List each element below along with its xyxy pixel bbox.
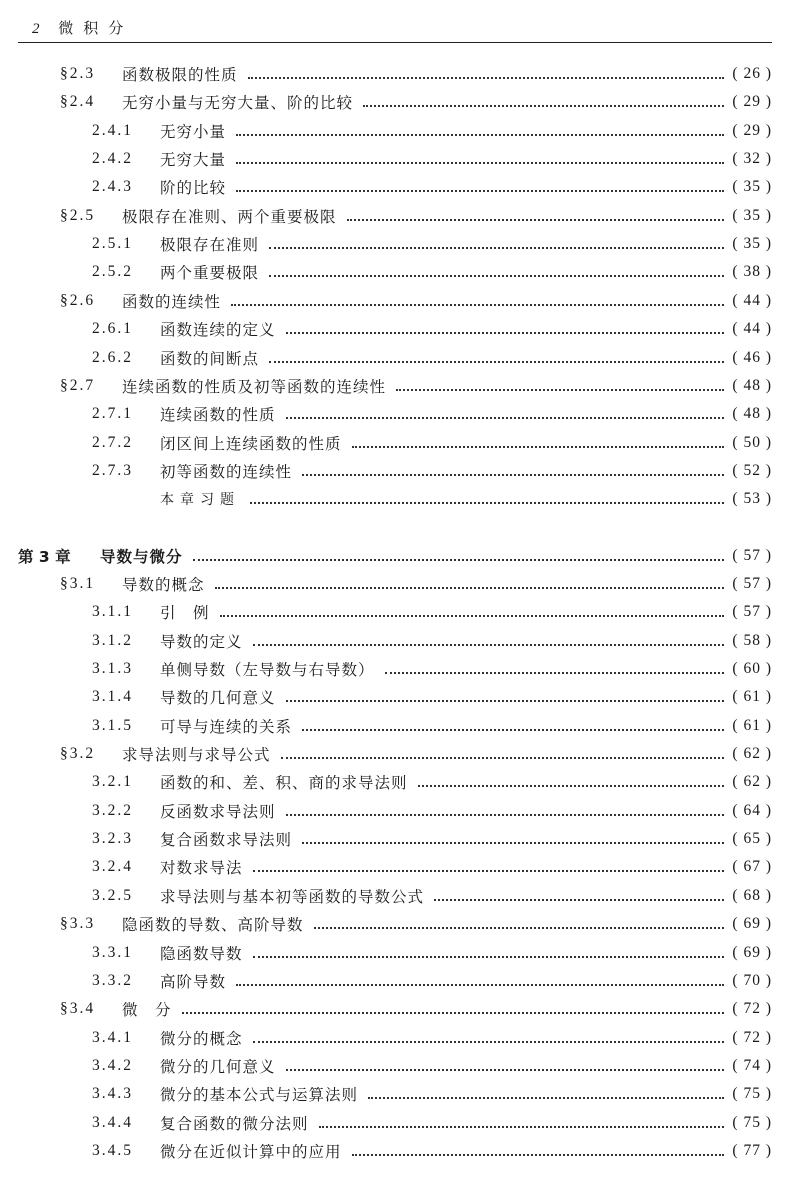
toc-entry — [92, 315, 772, 343]
toc-entry-page: ( 53 ) — [732, 490, 772, 508]
toc-entry-title: 两个重要极限 — [160, 264, 260, 283]
toc-entry-page: ( 75 ) — [732, 1085, 772, 1103]
toc-entry-title: 微分在近似计算中的应用 — [160, 1142, 342, 1161]
toc-entry — [92, 797, 772, 825]
toc-entry-number: 3.4.2 — [92, 1056, 133, 1074]
toc-entry-page: ( 65 ) — [732, 830, 772, 848]
toc-entry-number: 3.1.3 — [92, 660, 133, 677]
dot-leader — [418, 783, 725, 787]
toc-entry — [92, 712, 772, 740]
toc-entry-number: §2.5 — [60, 206, 96, 224]
toc-entry — [92, 882, 772, 910]
toc-entry-number: 3.2.1 — [92, 773, 133, 791]
dot-leader — [281, 755, 725, 759]
toc-entry-title: 函数的间断点 — [160, 349, 260, 368]
toc-entry-title: 复合函数求导法则 — [160, 831, 293, 850]
toc-entry-number: §3.3 — [60, 915, 96, 933]
dot-leader — [250, 500, 724, 504]
toc-entry-page: ( 64 ) — [732, 801, 772, 819]
toc-entry-page: ( 58 ) — [732, 631, 772, 649]
dot-leader — [434, 897, 724, 901]
toc-entry — [92, 457, 772, 485]
toc-entry — [92, 1024, 772, 1052]
toc-entry-title: 连续函数的性质及初等函数的连续性 — [122, 377, 387, 396]
toc-entry-page: ( 48 ) — [732, 405, 772, 423]
toc-entry-number: 3.1.4 — [92, 688, 133, 706]
toc-entry-title: 可导与连续的关系 — [160, 717, 293, 736]
dot-leader — [286, 1067, 725, 1071]
toc-entry-title: 无穷小量 — [160, 122, 227, 141]
toc-entry-number: 3.1.2 — [92, 631, 133, 649]
toc-entry — [60, 202, 772, 230]
toc-entry — [92, 117, 772, 145]
toc-entry — [92, 853, 772, 881]
toc-entry-page: ( 61 ) — [732, 716, 772, 734]
toc-entry-page: ( 57 ) — [732, 603, 772, 621]
dot-leader — [236, 160, 724, 164]
book-title: 微积分 — [58, 19, 134, 37]
toc-entry-title: 微分的几何意义 — [160, 1057, 276, 1076]
toc-entry-number: 2.5.1 — [92, 235, 133, 253]
dot-leader — [253, 1039, 725, 1043]
toc-entry-number: §3.4 — [60, 1000, 96, 1018]
toc-entry-page: ( 69 ) — [732, 915, 772, 933]
toc-entry — [92, 627, 772, 655]
toc-entry-number: 3.4.3 — [92, 1085, 133, 1103]
toc-entry-page: ( 77 ) — [732, 1141, 772, 1159]
toc-entry-page: ( 29 ) — [732, 93, 772, 111]
dot-leader — [352, 1152, 725, 1156]
toc-entry-number: 2.6.1 — [92, 320, 133, 338]
toc-entry-title: 单侧导数（左导数与右导数） — [160, 661, 375, 679]
toc-entry — [92, 173, 772, 201]
toc-entry-title: 导数的概念 — [122, 575, 205, 594]
toc-entry-number: 第 3 章 — [18, 547, 71, 566]
toc-entry — [92, 1109, 772, 1137]
toc-entry — [18, 542, 772, 570]
toc-entry-page: ( 72 ) — [732, 1000, 772, 1018]
toc-entry-title: 极限存在准则、两个重要极限 — [122, 207, 337, 226]
toc-entry-title: 阶的比较 — [160, 179, 227, 198]
dot-leader — [220, 613, 725, 617]
toc-entry-title: 求导法则与求导公式 — [122, 746, 271, 765]
toc-entry-page: ( 46 ) — [732, 348, 772, 366]
toc-entry-page: ( 70 ) — [732, 971, 772, 989]
toc-entry-page: ( 69 ) — [732, 943, 772, 961]
toc-entry-page: ( 61 ) — [732, 688, 772, 706]
toc-entry-title: 引 例 — [160, 604, 210, 623]
toc-entry — [60, 910, 772, 938]
toc-entry-number: §3.1 — [60, 574, 96, 592]
toc-entry-page: ( 62 ) — [732, 745, 772, 763]
toc-entry-page: ( 29 ) — [732, 121, 772, 139]
toc-entry-page: ( 35 ) — [732, 206, 772, 224]
toc-entry-title: 隐函数的导数、高阶导数 — [122, 916, 304, 935]
toc-entry — [60, 88, 772, 116]
toc-entry — [92, 939, 772, 967]
dot-leader — [182, 1010, 725, 1014]
dot-leader — [286, 415, 725, 419]
toc-entry-number: 2.4.1 — [92, 121, 133, 139]
toc-entry-title: 导数的定义 — [160, 632, 243, 651]
toc-entry — [92, 825, 772, 853]
toc-entry-number: 3.1.1 — [92, 603, 133, 621]
toc-entry — [92, 400, 772, 428]
toc-entry-page: ( 62 ) — [732, 773, 772, 791]
toc-entry-title: 微 分 — [122, 1001, 172, 1020]
dot-leader — [347, 217, 725, 221]
toc-entry-page: ( 60 ) — [732, 660, 772, 677]
toc-entry-number: 3.3.1 — [92, 943, 133, 961]
toc-entry-number: 3.2.3 — [92, 830, 133, 848]
dot-leader — [236, 132, 724, 136]
dot-leader — [302, 472, 724, 476]
dot-leader — [319, 1124, 725, 1128]
toc-entry-number: 3.4.5 — [92, 1141, 133, 1159]
toc-entry-title: 连续函数的性质 — [160, 406, 276, 425]
toc-entry-title: 函数的连续性 — [122, 292, 222, 311]
toc-entry-number: §2.6 — [60, 291, 96, 309]
dot-leader — [314, 925, 725, 929]
dot-leader — [286, 812, 725, 816]
toc-entry-title: 反函数求导法则 — [160, 802, 276, 821]
dot-leader — [286, 698, 725, 702]
toc-entry-number: 2.7.1 — [92, 405, 133, 423]
toc-entry-title: 高阶导数 — [160, 972, 227, 991]
toc-entry-page: ( 26 ) — [732, 65, 772, 82]
toc-entry-page: ( 35 ) — [732, 178, 772, 196]
dot-leader — [269, 273, 724, 277]
toc-entry — [92, 1052, 772, 1080]
dot-leader — [236, 982, 724, 986]
toc-entry-title: 微分的基本公式与运算法则 — [160, 1086, 359, 1105]
toc-entry — [160, 485, 772, 513]
dot-leader — [269, 245, 724, 249]
running-header — [18, 14, 772, 43]
dot-leader — [286, 330, 725, 334]
toc-entry — [92, 967, 772, 995]
toc-entry-number: 3.2.4 — [92, 858, 133, 876]
dot-leader — [385, 670, 725, 674]
toc-entry-title: 函数极限的性质 — [122, 66, 238, 84]
toc-entry-page: ( 57 ) — [732, 574, 772, 592]
toc-entry-title: 初等函数的连续性 — [160, 462, 293, 481]
toc-entry — [60, 60, 772, 88]
toc-entry — [60, 570, 772, 598]
toc-entry — [92, 655, 772, 683]
toc-entry-page: ( 74 ) — [732, 1056, 772, 1074]
dot-leader — [231, 302, 724, 306]
dot-leader — [236, 188, 724, 192]
toc-entry — [92, 1137, 772, 1165]
page-number: 2 — [32, 21, 40, 37]
dot-leader — [253, 642, 725, 646]
toc-entry-title: 无穷大量 — [160, 151, 227, 170]
toc-entry-title: 对数求导法 — [160, 859, 243, 878]
toc-entry-number: 3.4.4 — [92, 1113, 133, 1131]
toc-entry-page: ( 75 ) — [732, 1113, 772, 1131]
toc-entry-number: 2.7.3 — [92, 461, 133, 479]
toc-entry-page: ( 68 ) — [732, 886, 772, 904]
toc-entry-page: ( 67 ) — [732, 858, 772, 876]
dot-leader — [253, 868, 725, 872]
dot-leader — [215, 585, 725, 589]
toc-entry — [60, 287, 772, 315]
toc-entry-number: §3.2 — [60, 745, 96, 763]
toc-entry-title: 函数的和、差、积、商的求导法则 — [160, 774, 408, 793]
toc-entry — [92, 429, 772, 457]
toc-entry-number: 2.6.2 — [92, 348, 133, 366]
toc-entry-title: 隐函数导数 — [160, 944, 243, 963]
toc-entry — [92, 598, 772, 626]
toc-entry-title: 微分的概念 — [160, 1029, 243, 1048]
toc-entry-number: 3.2.2 — [92, 801, 133, 819]
toc-entry-page: ( 50 ) — [732, 433, 772, 451]
dot-leader — [396, 387, 724, 391]
toc-entry-page: ( 48 ) — [732, 376, 772, 394]
toc-entry-title: 导数的几何意义 — [160, 689, 276, 708]
toc-entry-number: §2.4 — [60, 93, 96, 111]
dot-leader — [302, 840, 724, 844]
toc-entry-number: §2.3 — [60, 65, 96, 82]
toc-entry-page: ( 38 ) — [732, 263, 772, 281]
dot-leader — [253, 954, 725, 958]
toc-entry — [60, 740, 772, 768]
toc-entry-number: 3.1.5 — [92, 716, 133, 734]
toc-entry-title: 函数连续的定义 — [160, 321, 276, 340]
toc-entry-title: 导数与微分 — [100, 547, 183, 566]
dot-leader — [352, 444, 725, 448]
toc-entry-page: ( 44 ) — [732, 291, 772, 309]
toc-entry-page: ( 32 ) — [732, 150, 772, 168]
toc-entry-number: 2.7.2 — [92, 433, 133, 451]
toc-entry — [92, 230, 772, 258]
dot-leader — [302, 727, 724, 731]
toc-entry-page: ( 35 ) — [732, 235, 772, 253]
toc-entry-number: 3.3.2 — [92, 971, 133, 989]
toc-entry — [92, 258, 772, 286]
toc-entry-title: 求导法则与基本初等函数的导数公式 — [160, 887, 425, 906]
toc-entry-title: 极限存在准则 — [160, 236, 260, 255]
toc-entry-title: 本章习题 — [160, 492, 240, 509]
toc-entry-number: 2.4.2 — [92, 150, 133, 168]
toc-entry-number: 2.4.3 — [92, 178, 133, 196]
toc-entry-number: 2.5.2 — [92, 263, 133, 281]
dot-leader — [193, 557, 725, 561]
dot-leader — [363, 103, 724, 107]
toc-entry-title: 无穷小量与无穷大量、阶的比较 — [122, 94, 354, 113]
toc-entry-page: ( 52 ) — [732, 461, 772, 479]
toc-entry-title: 复合函数的微分法则 — [160, 1114, 309, 1133]
dot-leader — [248, 75, 725, 79]
toc-entry — [60, 995, 772, 1023]
toc-entry — [92, 1080, 772, 1108]
toc-entry-title: 闭区间上连续函数的性质 — [160, 434, 342, 453]
dot-leader — [269, 359, 724, 363]
toc-entry-number: 3.4.1 — [92, 1028, 133, 1046]
dot-leader — [368, 1095, 724, 1099]
toc-entry-number: §2.7 — [60, 376, 96, 394]
toc-entry-page: ( 72 ) — [732, 1028, 772, 1046]
toc-entry — [92, 344, 772, 372]
toc-entry-page: ( 44 ) — [732, 320, 772, 338]
toc-entry — [92, 768, 772, 796]
toc-entry — [60, 372, 772, 400]
toc-entry-number: 3.2.5 — [92, 886, 133, 904]
toc-entry — [92, 683, 772, 711]
toc-entry — [92, 145, 772, 173]
toc-entry-page: ( 57 ) — [732, 546, 772, 564]
